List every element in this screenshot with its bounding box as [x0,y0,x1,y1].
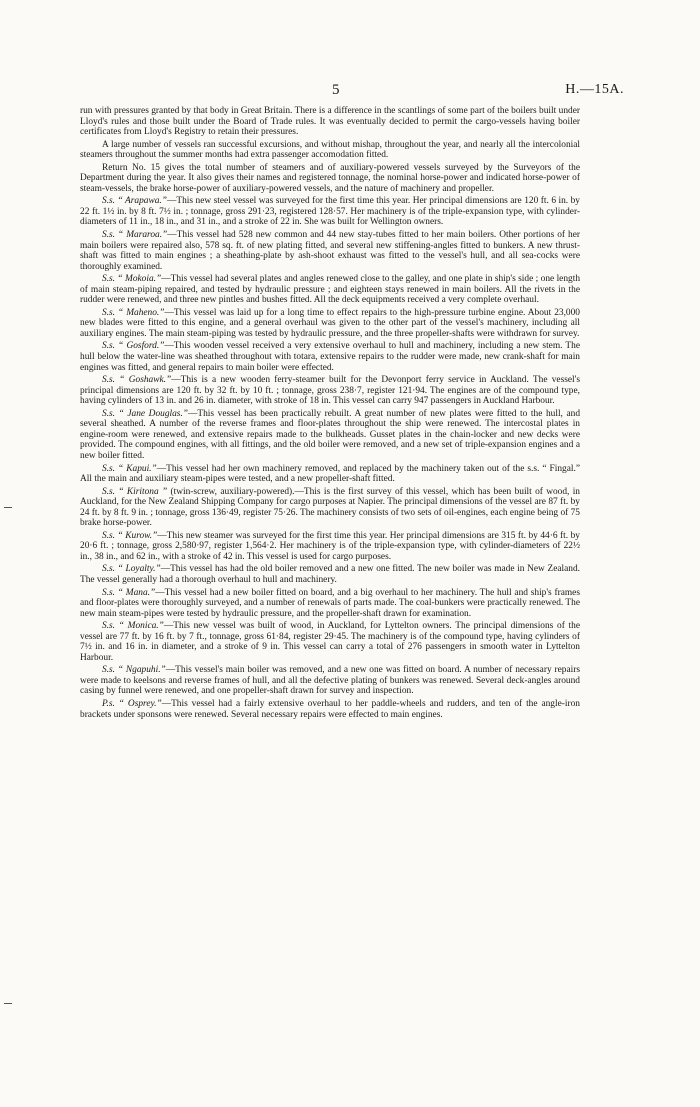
paragraph-text: —This new vessel was built of wood, in Auckland, for Lyttelton owners. The principal dimensions of the vessel are 77 ft. by 16 ft. by 7 ft., tonnage, gross 61·84, register 29·45. The machinery is of the compound type, having cylinders of 7½ in. and 16 in. in diameter, and a stroke of 9 in. This vessel can carry a total of 276 passengers in smooth water in Lyttelton Harbour. [80,621,580,663]
vessel-name: S.s. “ Ngapuhi.” [102,665,166,676]
paragraph [80,621,580,663]
paragraph-text: Return No. 15 gives the total number of steamers and of auxiliary-powered vessels surveyed by the Surveyors of the Department during the year. It also gives their names and registered tonnage, the nominal horse-power and indicated horse-power of steam-vessels, the brake horse-power of auxiliary-powered vessels, and the nature of machinery and propeller. [80,162,580,194]
vessel-name: S.s. “ Mokoia.” [102,274,162,285]
paragraph [80,308,580,340]
paragraph [80,564,580,585]
paragraph [80,196,580,228]
paragraph-text: (twin-screw, auxiliary-powered).—This is the first survey of this vessel, which has been built of wood, in Auckland, for the New Zealand Shipping Company for cargo purposes at Napier. The principal dimensions of the vessel are 87 ft. by 24 ft. by 8 ft. 9 in. ; tonnage, gross 136·49, register 75·26. The machinery consists of two sets of oil-engines, each engine being of 75 brake horse-power. [80,486,580,529]
margin-mark [4,1003,12,1004]
paragraph [80,163,580,195]
paragraph [80,699,580,720]
paragraph-text: —This vessel was laid up for a long time to effect repairs to the high-pressure turbine engine. About 23,000 new blades were fitted to this engine, and a general overhaul was given to the other part of the vessel's machinery, including all auxiliary engines. The main steam-piping was tested by hydraulic pressure, and the three propeller-shafts were withdrawn for survey. [80,307,580,339]
vessel-name: S.s. “ Mana.” [102,587,156,598]
vessel-name: P.s. “ Osprey.” [102,698,162,709]
paragraph-text: —This vessel had 528 new common and 44 new stay-tubes fitted to her main boilers. Other portions of her main boilers were repaired also, 578 sq. ft. of new plating fitted, and several new stiffening-angles fitted to bunkers. A new thrust-shaft was fitted to main engines ; a sheathing-plate by ash-shoot exhaust was fitted to the vessel's hull, and all sea-cocks were thoroughly examined. [80,230,581,272]
paragraph-text: A large number of vessels ran successful excursions, and without mishap, throughout the year, and nearly all the intercolonial steamers throughout the summer months had extra passenger accomodation fitted. [80,139,580,161]
margin-mark [4,507,12,508]
vessel-name: S.s. “ Gosford.” [102,341,165,352]
paragraph [80,588,580,620]
paragraph [80,665,580,697]
document-reference: H.—15A. [565,82,624,97]
paragraph-text: —This vessel had her own machinery removed, and replaced by the machinery taken out of the s.s. “ Fingal.” All the main and auxiliary steam-pipes were tested, and a new propeller-shaft fitted. [80,463,581,485]
paragraph-text: —This vessel has been practically rebuilt. A great number of new plates were fitted to the hull, and several sheathed. A number of the reverse frames and floor-plates throughout the ship were renewed. The intercostal plates in engine-room were renewed, and extensive repairs made to the bulkheads. Gusset plates in the chain-locker and new decks were provided. The compound engines, with all fittings, and the old boiler were removed, and a new set of triple-expansion engines and a new boiler fitted. [80,408,581,461]
vessel-name: S.s. “ Monica.” [102,621,164,632]
vessel-name: S.s. “ Mararoa.” [102,230,168,241]
paragraph [80,230,580,272]
vessel-name: S.s. “ Maheno.” [102,307,165,318]
page-number: 5 [332,82,340,98]
paragraph [80,409,580,462]
paragraph-text: run with pressures granted by that body in Great Britain. There is a difference in the scantlings of some part of the boilers built under Lloyd's rules and those built under the Board of Trade rules. It was eventually decided to permit the cargo-vessels having boiler certificates from Lloyd's Registry to retain their pressures. [80,106,580,138]
vessel-name: S.s. “ Kurow.” [102,530,158,541]
paragraph [80,341,580,373]
paragraph [80,140,580,161]
paragraph-text: —This new steamer was surveyed for the first time this year. Her principal dimensions are 315 ft. by 44·6 ft. by 20·6 ft. ; tonnage, gross 2,580·97, register 1,564·2. Her machinery is of the triple-expansion type, with cylinder-diameters of 22½ in., 38 in., and 62 in., with a stroke of 42 in. This vessel is used for cargo purposes. [80,530,580,562]
vessel-name: S.s. “ Kapui.” [102,463,157,474]
vessel-name: S.s. “ Goshawk.” [102,375,172,386]
paragraph [80,375,580,407]
vessel-name: S.s. “ Arapawa.” [102,196,167,207]
paragraph-text: —This is a new wooden ferry-steamer built for the Devonport ferry service in Auckland. The vessel's principal dimensions are 120 ft. by 32 ft. by 10 ft. ; tonnage, gross 238·7, register 121·94. The engines are of the compound type, having cylinders of 13 in. and 26 in. diameter, with stroke of 18 in. This vessel can carry 947 passengers in Auckland Harbour. [80,375,580,407]
paragraph [80,106,580,138]
paragraph [80,464,580,485]
body-text [80,106,580,720]
paragraph-text: —This vessel had several plates and angles renewed close to the galley, and one plate in ship's side ; one length of main steam-piping repaired, and tested by hydraulic pressure ; and eighteen stays renewed in main boilers. All the rivets in the rudder were renewed, and three new pintles and bushes fitted. All the deck equipments received a very complete overhaul. [80,274,581,306]
paragraph-text: —This vessel had a fairly extensive overhaul to her paddle-wheels and rudders, and ten of the angle-iron brackets under sponsons were renewed. Several necessary repairs were effected to main engines. [80,698,580,720]
vessel-name: S.s. “ Kiritona ” [102,486,168,497]
paragraph-text: —This new steel vessel was surveyed for the first time this year. Her principal dimensions are 120 ft. 6 in. by 22 ft. 1½ in. by 8 ft. 7½ in. ; tonnage, gross 291·23, registered 128·57. Her machinery is of the triple-expansion type, with cylinder-diameters of 11 in., 18 in., and 31 in., and a stroke of 22 in. She was built for Wellington owners. [80,196,580,228]
vessel-name: S.s. “ Loyalty.” [102,564,161,575]
paragraph-text: —This vessel had a new boiler fitted on board, and a big overhaul to her machinery. The hull and ship's frames and floor-plates were thoroughly surveyed, and a number of renewals of parts made. The coal-bunkers were practically renewed. The new main steam-pipes were tested by hydraulic pressure, and the propeller-shaft drawn for examination. [80,587,580,619]
paragraph-text: —This wooden vessel received a very extensive overhaul to hull and machinery, including a new stem. The hull below the water-line was sheathed throughout with totara, extensive repairs to the rudder were made, new crank-shaft for main engines was fitted, and general repairs to main boiler were effected. [80,341,581,373]
paragraph [80,487,580,529]
paragraph [80,531,580,563]
paragraph-text: —This vessel has had the old boiler removed and a new one fitted. The new boiler was made in New Zealand. The vessel generally had a thorough overhaul to hull and machinery. [80,564,580,585]
vessel-name: S.s. “ Jane Douglas.” [102,408,189,419]
paragraph-text: —This vessel's main boiler was removed, and a new one was fitted on board. A number of necessary repairs were made to keelsons and reverse frames of hull, and all the defective plating of bunkers was renewed. Several deck-angles around casing by funnel were renewed, and one propeller-shaft drawn for survey and inspection. [80,665,580,697]
paragraph [80,274,580,306]
